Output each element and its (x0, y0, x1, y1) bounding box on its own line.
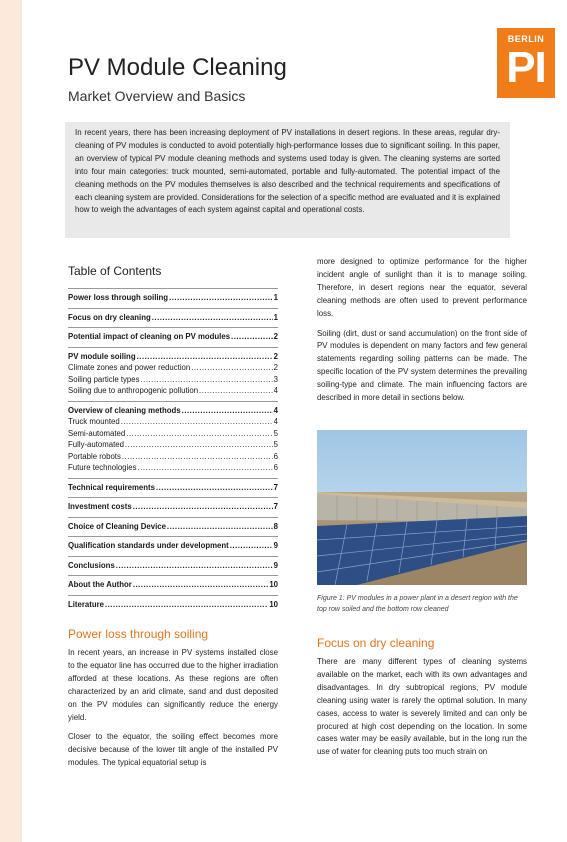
toc-entry[interactable] (68, 536, 278, 552)
toc-entry[interactable] (68, 416, 278, 428)
toc-entry-label: Power loss through soiling (68, 293, 169, 302)
toc-entry[interactable] (68, 556, 278, 572)
toc-entry-page: 3 (273, 374, 278, 384)
toc-entry-page: 7 (273, 482, 278, 492)
toc-title: Table of Contents (68, 264, 162, 278)
toc-leader-dots (169, 292, 273, 304)
toc-leader-dots (230, 540, 273, 552)
toc-entry-page: 2 (273, 363, 278, 372)
toc-entry-label: Portable robots (68, 451, 121, 461)
paragraph: There are many different types of cleaning systems available on the market, each with its own advantages and disadvantages. In dry subtropical regions, PV module cleaning using water is rarely the optimal solution. In many cases, access to water is severely limited and can only be procured at high cost depending on the location. In some cases water may be easily available, but in the long run the use of water for cleaning puts too much strain on (317, 657, 527, 757)
toc-leader-dots (152, 312, 273, 324)
toc-entry[interactable] (68, 462, 278, 474)
toc-entry-page: 8 (273, 521, 278, 531)
table-of-contents (68, 264, 278, 610)
toc-leader-dots (125, 439, 273, 451)
toc-entry[interactable] (68, 451, 278, 463)
toc-entry-label: Soiling due to anthropogenic pollution (68, 386, 199, 395)
toc-entry[interactable] (68, 327, 278, 343)
toc-entry[interactable] (68, 497, 278, 513)
toc-leader-dots (126, 428, 272, 440)
toc-entry-page: 5 (273, 440, 278, 449)
toc-entry-label: Soiling particle types (68, 374, 140, 384)
toc-entry[interactable] (68, 428, 278, 440)
toc-entry-label: About the Author (68, 580, 132, 589)
toc-entry-label: Potential impact of cleaning on PV modules (68, 332, 231, 341)
toc-entry-page: 2 (273, 351, 278, 361)
toc-leader-dots (133, 501, 273, 513)
paragraph: Soiling (dirt, dust or sand accumulation) on the front side of PV modules is dependent on many factors and few general statements regarding soiling patterns can be made. The specific location of the PV system determines the prevailing soiling-type and climate. The main influencing factors are described in more detail in sections below. (317, 328, 527, 403)
paragraph: In recent years, an increase in PV systems installed close to the equator line has occurred due to the higher irradiation afforded at these locations. As these regions are often characterized by an arid climate, sand and dust deposited on the PV modules can significantly reduce the energy yield. (68, 648, 278, 722)
section-heading: Focus on dry cleaning (317, 636, 435, 650)
solar-panels-photo (317, 430, 527, 585)
toc-entry-page: 9 (273, 560, 278, 570)
section-heading: Power loss through soiling (68, 627, 209, 641)
toc-entry-page: 9 (273, 541, 278, 550)
toc-entry-label: PV module soiling (68, 351, 136, 361)
toc-leader-dots (137, 351, 273, 363)
document-title: PV Module Cleaning (68, 54, 287, 81)
page-margin-stripe (0, 0, 22, 842)
toc-entry-page: 4 (273, 386, 278, 395)
toc-entry[interactable] (68, 439, 278, 451)
toc-entry-page: 4 (273, 417, 278, 426)
toc-entry-label: Qualification standards under development (68, 541, 229, 550)
toc-entry[interactable] (68, 288, 278, 304)
figure-caption: Figure 1: PV modules in a power plant in a desert region with the top row soiled and the bottom row cleaned (317, 595, 518, 613)
toc-entry-label: Technical requirements (68, 482, 155, 492)
toc-entry-page: 4 (273, 405, 278, 415)
toc-entry[interactable] (68, 308, 278, 324)
toc-leader-dots (191, 362, 272, 374)
toc-leader-dots (167, 521, 273, 533)
toc-entry[interactable] (68, 347, 278, 363)
toc-entry-page: 10 (269, 580, 278, 589)
toc-leader-dots (116, 560, 273, 572)
toc-leader-dots (122, 451, 273, 463)
abstract-box: In recent years, there has been increasing deployment of PV installations in desert regions. In these areas, regular dry-cleaning of PV modules is conducted to avoid potentially high-performance losses due to significant soiling. In this paper, an overview of typical PV module cleaning methods and systems used today is given. The cleaning systems are sorted into four main categories: truck mounted, semi-automated, portable and fully-automated. The potential impact of the cleaning methods on the PV modules themselves is also described and the technical requirements and specifications of each cleaning system are provided. Considerations for the selection of a specific method are evaluated and it is explained how to weigh the advantages of each system against capital and operational costs. (65, 122, 510, 238)
toc-entry-label: Investment costs (68, 502, 132, 511)
section-power-loss (68, 627, 278, 777)
section-dry-cleaning (317, 636, 527, 766)
pi-berlin-logo (497, 28, 555, 98)
toc-entry-page: 5 (273, 428, 278, 438)
toc-entry-label: Conclusions (68, 560, 115, 570)
toc-entry-page: 1 (273, 312, 278, 322)
toc-leader-dots (231, 331, 273, 343)
toc-entry-page: 6 (273, 463, 278, 472)
toc-entry-page: 1 (273, 293, 278, 302)
toc-leader-dots (182, 405, 273, 417)
toc-entry-page: 2 (273, 332, 278, 341)
toc-leader-dots (105, 599, 268, 611)
paragraph: Closer to the equator, the soiling effect becomes more decisive because of the lower tilt angle of the installed PV modules. The typical equatorial setup is (68, 732, 278, 768)
logo-mark: PI (506, 43, 546, 92)
document-subtitle: Market Overview and Basics (68, 88, 246, 104)
toc-entry[interactable] (68, 362, 278, 374)
toc-leader-dots (133, 579, 269, 591)
toc-entry-page: 6 (273, 451, 278, 461)
toc-leader-dots (156, 482, 273, 494)
toc-entry-page: 7 (273, 502, 278, 511)
toc-entry-label: Semi-automated (68, 428, 126, 438)
toc-entry[interactable] (68, 478, 278, 494)
toc-entry-label: Future technologies (68, 463, 137, 472)
paragraph: more designed to optimize performance for the higher incident angle of sunlight than it is to manage soiling. Therefore, in desert regions near the equator, several cleaning methods are often used to prevent performance loss. (317, 257, 527, 318)
toc-list (68, 288, 278, 610)
figure-photo (317, 430, 527, 585)
toc-entry-label: Truck mounted (68, 417, 120, 426)
toc-entry[interactable] (68, 401, 278, 417)
toc-entry-label: Overview of cleaning methods (68, 405, 181, 415)
logo-city: BERLIN (507, 34, 545, 44)
toc-leader-dots (141, 374, 273, 386)
toc-entry[interactable] (68, 595, 278, 611)
toc-leader-dots (121, 416, 273, 428)
toc-entry-label: Climate zones and power reduction (68, 363, 191, 372)
toc-entry-page: 10 (269, 599, 278, 609)
toc-leader-dots (199, 385, 273, 397)
toc-entry-label: Focus on dry cleaning (68, 312, 151, 322)
toc-entry-label: Literature (68, 599, 104, 609)
toc-entry[interactable] (68, 575, 278, 591)
toc-entry-label: Choice of Cleaning Device (68, 521, 166, 531)
toc-entry-label: Fully-automated (68, 440, 124, 449)
toc-entry[interactable] (68, 385, 278, 397)
toc-entry[interactable] (68, 517, 278, 533)
right-column-intro (317, 256, 527, 412)
toc-entry[interactable] (68, 374, 278, 386)
toc-leader-dots (137, 462, 272, 474)
